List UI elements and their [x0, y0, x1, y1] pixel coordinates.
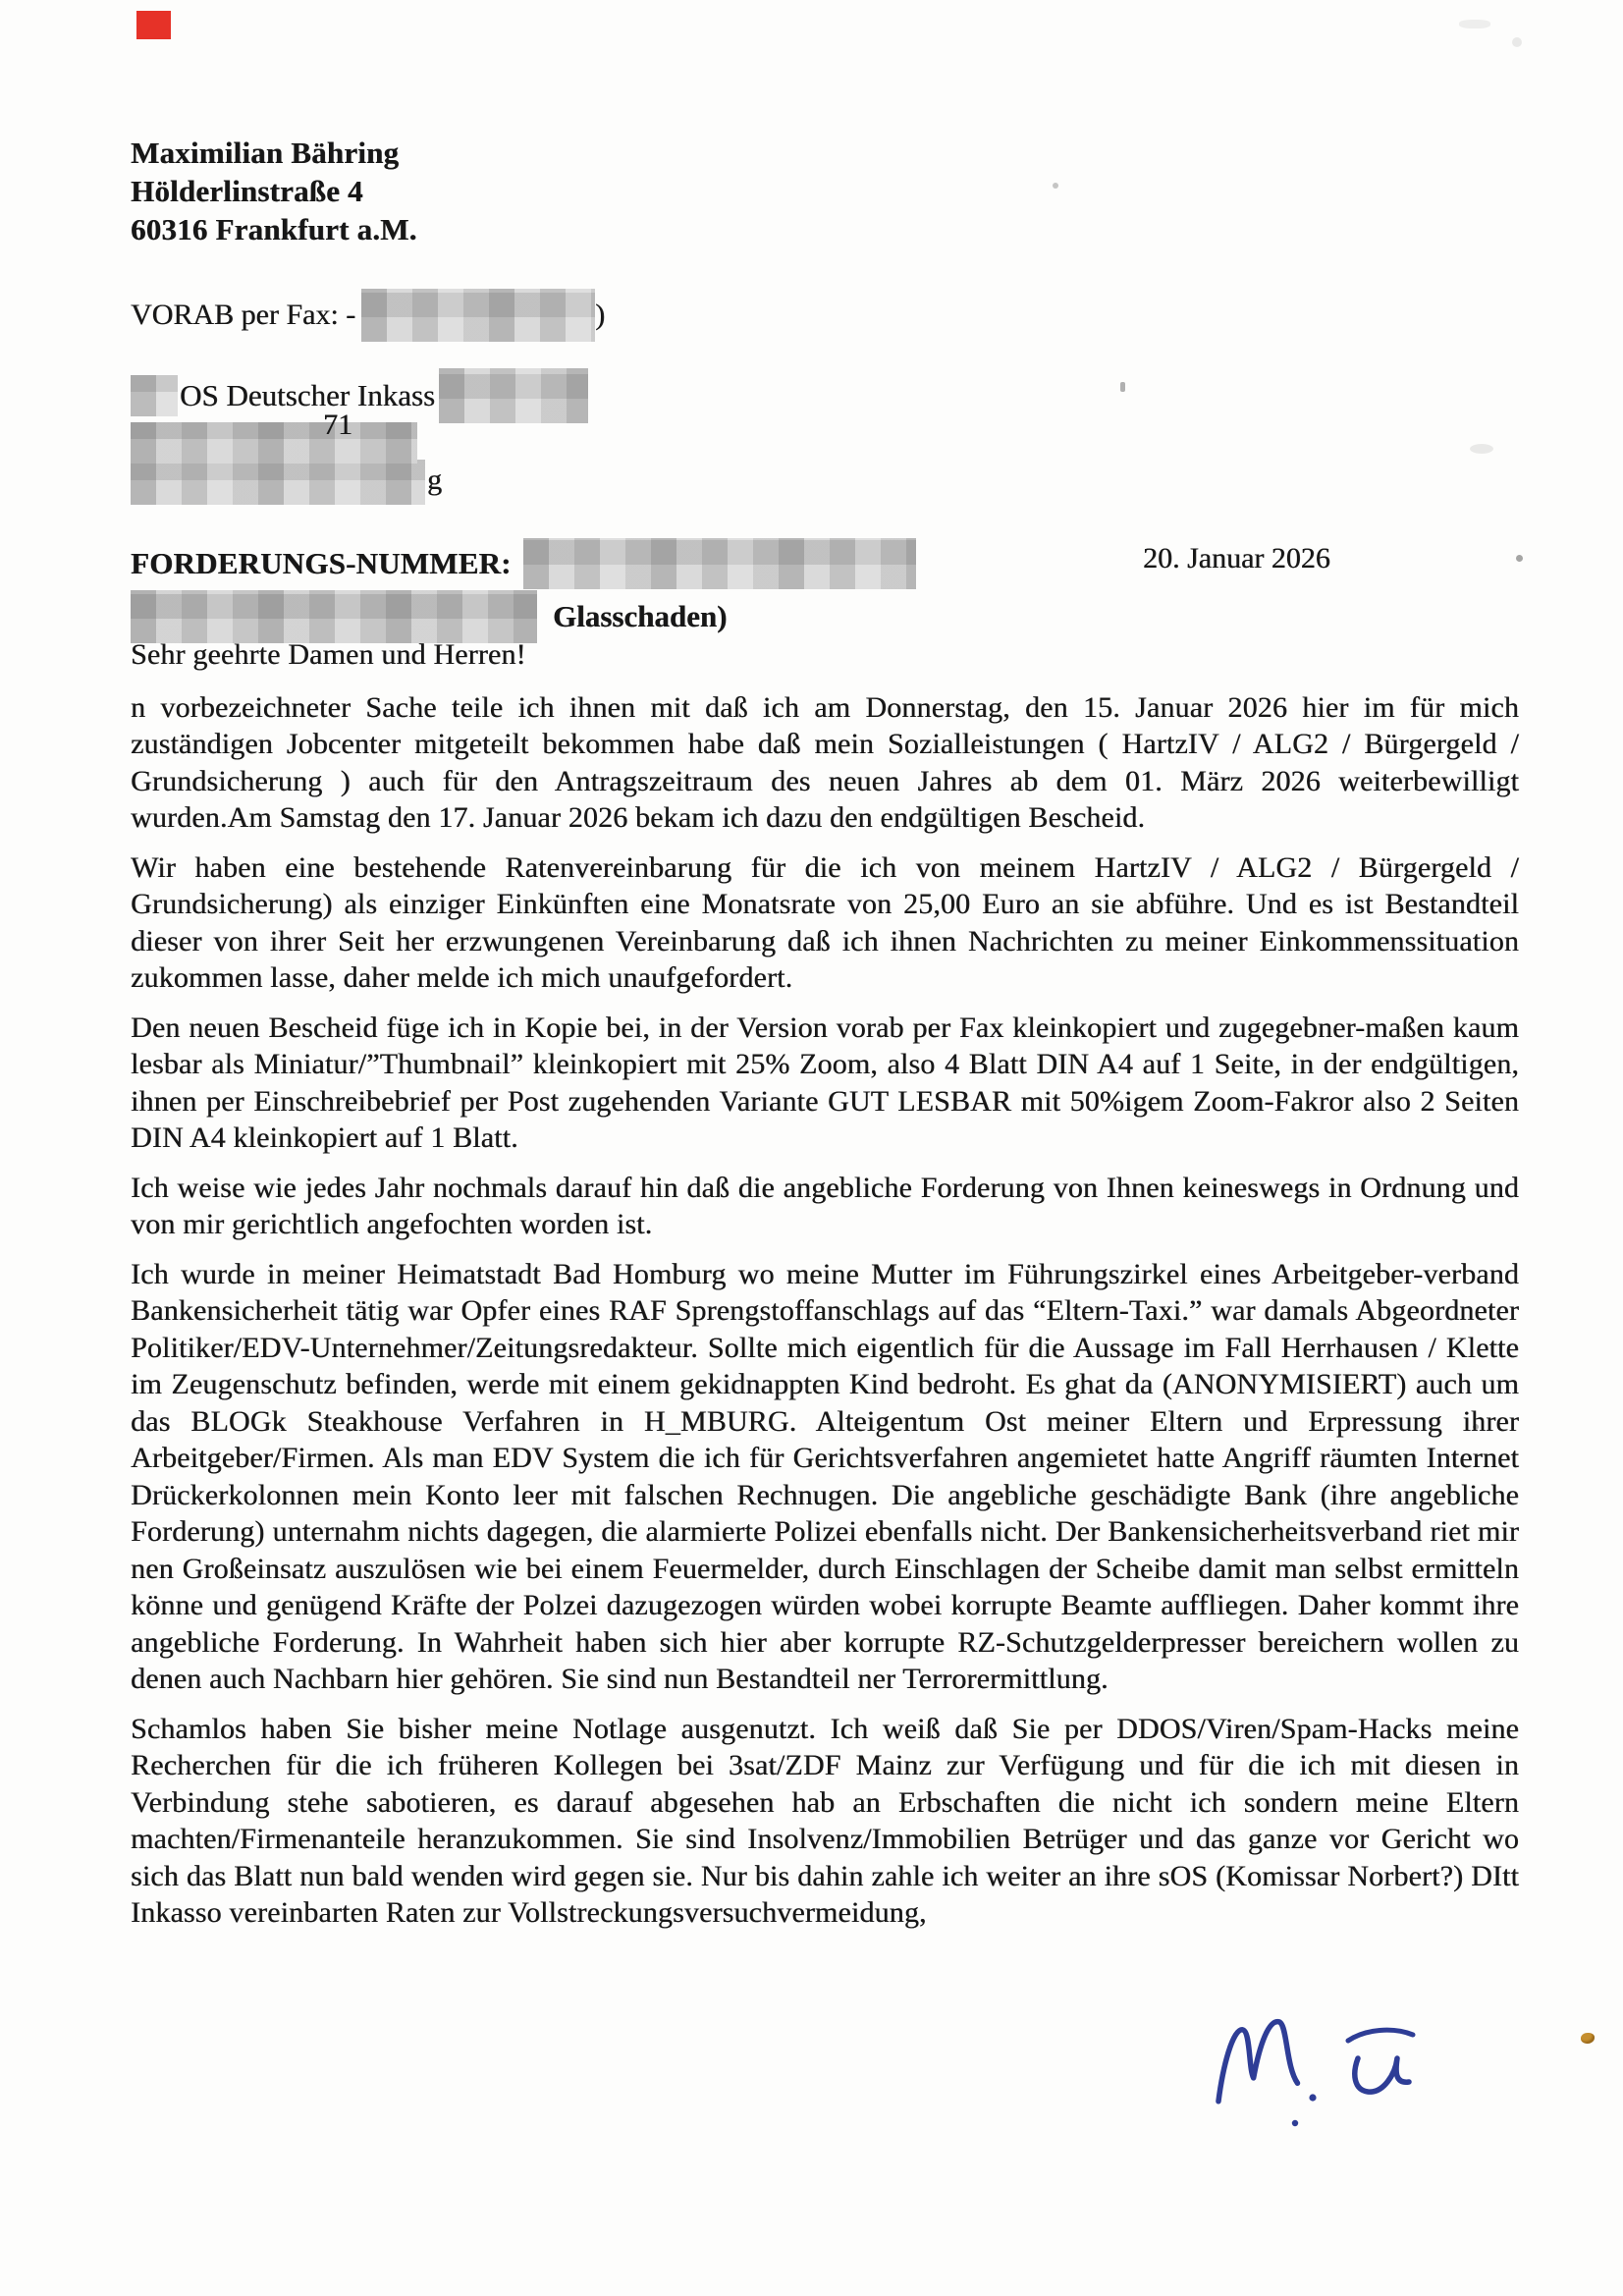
fax-suffix: ): [595, 299, 606, 331]
scan-speck: [1053, 183, 1058, 189]
scan-speck: [1120, 382, 1125, 392]
scan-speck: [1470, 444, 1493, 454]
handwritten-macron-stroke: [1348, 2030, 1413, 2041]
handwritten-u-stroke: [1355, 2058, 1409, 2092]
paragraph-1: n vorbezeichneter Sache teile ich ihnen mit daß ich am Donnerstag, den 15. Januar 2026 hier im für mich zuständigen Jobcenter mitgeteilt bekommen habe daß mein Sozialleistungen ( HartzIV / ALG2 / Bürgergeld / Grundsicherung ) auch für den Antragszeitraum des neuen Jahres ab dem 01. März 2026 weiterbewilligt wurden.Am Samstag den 17. Januar 2026 bekam ich dazu den endgültigen Bescheid.: [131, 690, 1519, 834]
recipient-street-fragment: 71: [323, 409, 352, 441]
redacted-reference-detail: [131, 590, 537, 643]
handwritten-dot-below: [1292, 2120, 1298, 2126]
salutation: Sehr geehrte Damen und Herren!: [131, 638, 526, 671]
red-corner-mark: [136, 11, 171, 39]
sender-name: Maximilian Bähring: [131, 136, 400, 170]
reference-suffix: Glasschaden): [553, 599, 728, 633]
handwritten-initials: [1193, 2003, 1448, 2141]
scan-speck: [1459, 20, 1490, 28]
sender-city: 60316 Frankfurt a.M.: [131, 212, 417, 246]
paper-fleck: [1581, 2033, 1595, 2044]
redacted-reference-number: [523, 538, 916, 589]
sender-street: Hölderlinstraße 4: [131, 174, 363, 208]
redacted-recipient-prefix: [131, 375, 178, 416]
fax-label: VORAB per Fax: -: [131, 299, 356, 331]
recipient-city-fragment: g: [427, 464, 442, 496]
paragraph-5: Ich wurde in meiner Heimatstadt Bad Homburg wo meine Mutter im Führungszirkel eines Arbeitgeber-verband Bankensicherheit tätig war Opfer eines RAF Sprengstoffanschlags auf das “Eltern-Taxi.” war damals Abgeordneter Politiker/EDV-Unternehmer/Zeitungsredakteur. Sollte mich eigentlich für die Aussage im Fall Herrhausen / Klette im Zeugenschutz befinden, werde mit einem gekidnappten Kind bedroht. Es ghat da (ANONYMISIERT) auch um das BLOGk Steakhouse Verfahren in H_MBURG. Alteigentum Ost meiner Eltern und Erpressung ihrer Arbeitgeber/Firmen. Als man EDV System die ich für Gerichtsverfahren angemietet hatte Angriff räumten Internet Drückerkolonnen mein Konto leer mit falschen Rechnugen. Die angebliche geschädigte Bank (ihre angebliche Forderung) unternahm nichts dagegen, die alarmierte Polizei ebenfalls nicht. Der Bankensicherheitsverband riet mir nen Großeinsatz auszulösen wie bei einem Feuermelder, durch Einschlagen der Scheibe damit man selbst ermitteln könne und genügend Kräfte der Polzei dazugezogen würden wobei korrupte Beamte auffliegen. Daher kommt ihre angebliche Forderung. In Wahrheit haben sich hier aber korrupte RZ-Schutzgelderpresser bereichern wollen zu denen auch Nachbarn hier gehören. Sie sind nun Bestandteil ner Terrorermittlung.: [131, 1257, 1519, 1695]
paragraph-6: Schamlos haben Sie bisher meine Notlage ausgenutzt. Ich weiß daß Sie per DDOS/Viren/Spam-Hacks meine Recherchen für die ich früheren Kollegen bei 3sat/ZDF Mainz zur Verfügung und für die ich mit diesen in Verbindung stehe sabotieren, es darauf abgesehen hab an Erbschaften die nicht ich sondern meine Eltern machten/Firmenanteile heranzukommen. Sie sind Insolvenz/Immobilien Betrüger und das ganze vor Gericht wo sich das Blatt nun bald wenden wird gegen sie. Nur bis dahin zahle ich weiter an ihre sOS (Komissar Norbert?) DItt Inkasso vereinbarten Raten zur Vollstreckungsversuchvermeidung,: [131, 1712, 1519, 1929]
recipient-name-visible: OS Deutscher Inkass: [180, 378, 436, 412]
handwritten-dot: [1309, 2094, 1316, 2101]
handwritten-m-stroke: [1211, 2020, 1298, 2102]
reference-label: FORDERUNGS-NUMMER:: [131, 546, 512, 580]
sender-address-block: [131, 134, 417, 248]
reference-line-1: [131, 536, 916, 591]
redacted-recipient-street: [131, 422, 417, 464]
scan-speck: [1516, 555, 1523, 562]
letter-date: 20. Januar 2026: [1143, 542, 1330, 574]
fax-line: [131, 287, 605, 344]
paragraph-4: Ich weise wie jedes Jahr nochmals darauf hin daß die angebliche Forderung von Ihnen keineswegs in Ordnung und von mir gerichtlich angefochten worden ist.: [131, 1171, 1519, 1240]
letter-body: [131, 636, 1519, 1944]
recipient-line-2: [131, 409, 464, 464]
scan-speck: [1512, 37, 1522, 47]
paragraph-2: Wir haben eine bestehende Ratenvereinbarung für die ich von meinem HartzIV / ALG2 / Bürgergeld / Grundsicherung) als einziger Einkünften eine Monatsrate von 25,00 Euro an sie abführe. Und es ist Bestandteil dieser von ihrer Seit her erzwungenen Vereinbarung daß ich ihnen Nachrichten zu meiner Einkommenssituation zukommen lasse, daher melde ich mich unaufgefordert.: [131, 850, 1519, 994]
redacted-recipient-city: [131, 460, 425, 505]
paragraph-3: Den neuen Bescheid füge ich in Kopie bei, in der Version vorab per Fax kleinkopiert und zugegebner-maßen kaum lesbar als Miniatur/”Thumbnail” kleinkopiert mit 25% Zoom, also 4 Blatt DIN A4 auf 1 Seite, in der endgültigen, ihnen per Einschreibebrief per Post zugehenden Variante GUT LESBAR mit 50%igem Zoom-Fakror also 2 Seiten DIN A4 kleinkopiert auf 1 Blatt.: [131, 1011, 1519, 1154]
redacted-fax-number: [361, 289, 595, 342]
recipient-line-3: [131, 460, 442, 511]
